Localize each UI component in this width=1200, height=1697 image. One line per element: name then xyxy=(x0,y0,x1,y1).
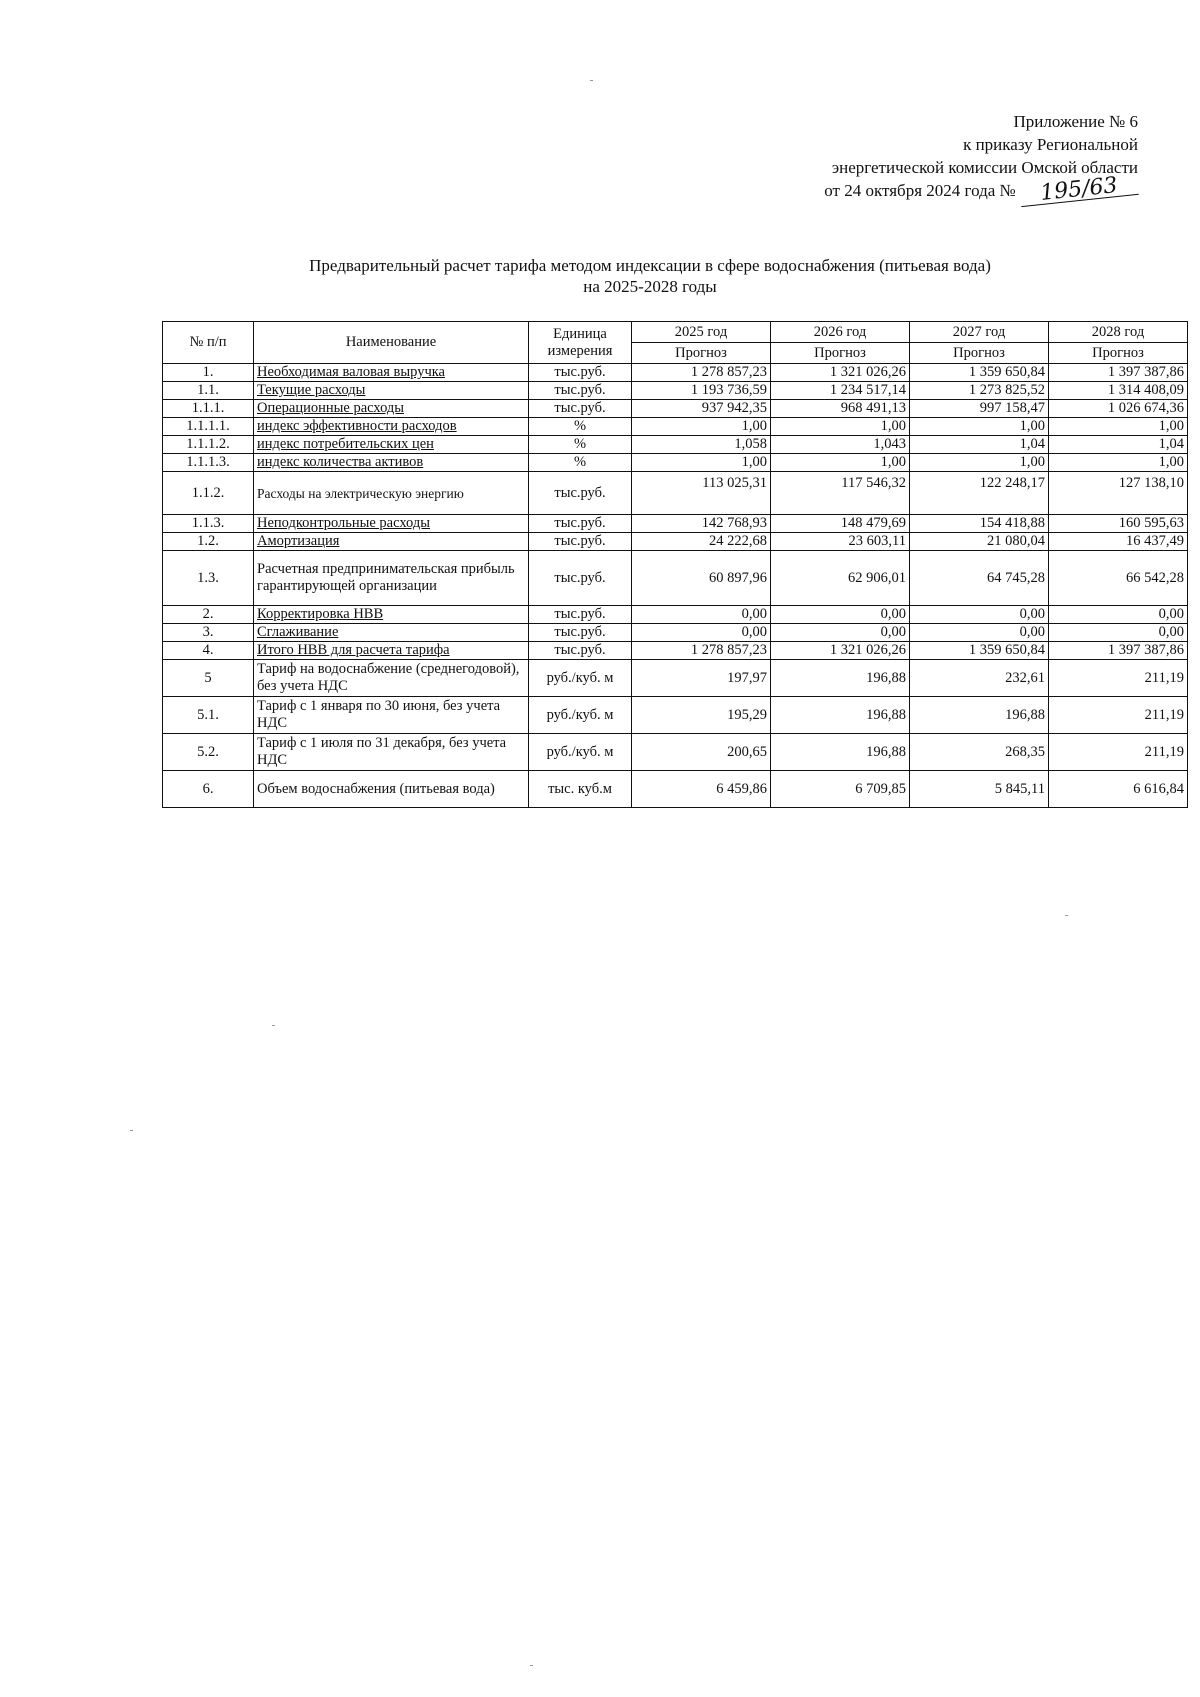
table-row xyxy=(163,382,1188,400)
row-num: 1.1.3. xyxy=(163,515,254,533)
row-name: Операционные расходы xyxy=(254,400,529,418)
value-2025: 6 459,86 xyxy=(632,771,771,808)
order-date: от 24 октября 2024 года № xyxy=(824,181,1016,200)
value-2028: 0,00 xyxy=(1049,624,1188,642)
value-2027: 1,00 xyxy=(910,454,1049,472)
row-name: Необходимая валовая выручка xyxy=(254,364,529,382)
table-row xyxy=(163,660,1188,697)
value-2027: 232,61 xyxy=(910,660,1049,697)
value-2025: 1 278 857,23 xyxy=(632,642,771,660)
row-unit: руб./куб. м xyxy=(529,660,632,697)
scan-speck xyxy=(530,1665,533,1666)
order-date-line xyxy=(718,173,1138,206)
document-header xyxy=(718,110,1138,206)
value-2028: 211,19 xyxy=(1049,697,1188,734)
row-name: Тариф с 1 июля по 31 декабря, без учета НДС xyxy=(254,734,529,771)
row-name: Неподконтрольные расходы xyxy=(254,515,529,533)
value-2025: 113 025,31 xyxy=(632,472,771,515)
header-forecast-2027: Прогноз xyxy=(910,343,1049,364)
row-unit: тыс.руб. xyxy=(529,533,632,551)
row-name: Расчетная предпринимательская прибыль гарантирующей организации xyxy=(254,551,529,606)
row-name: Сглаживание xyxy=(254,624,529,642)
value-2027: 997 158,47 xyxy=(910,400,1049,418)
header-year-2026: 2026 год xyxy=(771,322,910,343)
row-num: 1.1.2. xyxy=(163,472,254,515)
row-unit: % xyxy=(529,454,632,472)
row-unit: тыс.руб. xyxy=(529,515,632,533)
value-2028: 1 314 408,09 xyxy=(1049,382,1188,400)
value-2026: 117 546,32 xyxy=(771,472,910,515)
header-forecast-2026: Прогноз xyxy=(771,343,910,364)
header-year-2027: 2027 год xyxy=(910,322,1049,343)
value-2025: 24 222,68 xyxy=(632,533,771,551)
table-row xyxy=(163,515,1188,533)
row-num: 1. xyxy=(163,364,254,382)
table-row xyxy=(163,436,1188,454)
value-2028: 1 397 387,86 xyxy=(1049,364,1188,382)
value-2027: 196,88 xyxy=(910,697,1049,734)
value-2027: 1,00 xyxy=(910,418,1049,436)
row-unit: тыс.руб. xyxy=(529,400,632,418)
row-num: 4. xyxy=(163,642,254,660)
value-2026: 1 321 026,26 xyxy=(771,642,910,660)
value-2027: 1 273 825,52 xyxy=(910,382,1049,400)
table-row xyxy=(163,533,1188,551)
row-num: 1.1.1.3. xyxy=(163,454,254,472)
document-title xyxy=(150,255,1150,297)
handwritten-order-number: 195/63 xyxy=(1019,174,1139,207)
row-num: 1.3. xyxy=(163,551,254,606)
value-2028: 1,00 xyxy=(1049,454,1188,472)
row-unit: тыс.руб. xyxy=(529,382,632,400)
row-num: 1.1.1.1. xyxy=(163,418,254,436)
value-2028: 16 437,49 xyxy=(1049,533,1188,551)
value-2028: 1 026 674,36 xyxy=(1049,400,1188,418)
value-2026: 148 479,69 xyxy=(771,515,910,533)
row-unit: % xyxy=(529,436,632,454)
header-year-2028: 2028 год xyxy=(1049,322,1188,343)
value-2025: 60 897,96 xyxy=(632,551,771,606)
row-unit: тыс.руб. xyxy=(529,472,632,515)
value-2026: 0,00 xyxy=(771,606,910,624)
value-2026: 1,043 xyxy=(771,436,910,454)
row-unit: руб./куб. м xyxy=(529,734,632,771)
value-2027: 1,04 xyxy=(910,436,1049,454)
row-unit: тыс.руб. xyxy=(529,642,632,660)
table-row xyxy=(163,400,1188,418)
value-2028: 66 542,28 xyxy=(1049,551,1188,606)
row-name: Тариф с 1 января по 30 июня, без учета НДС xyxy=(254,697,529,734)
table-row xyxy=(163,364,1188,382)
value-2028: 160 595,63 xyxy=(1049,515,1188,533)
order-reference: к приказу Региональной xyxy=(963,135,1138,154)
value-2025: 1 278 857,23 xyxy=(632,364,771,382)
row-name: индекс количества активов xyxy=(254,454,529,472)
value-2026: 968 491,13 xyxy=(771,400,910,418)
value-2025: 1,00 xyxy=(632,454,771,472)
value-2026: 6 709,85 xyxy=(771,771,910,808)
value-2025: 0,00 xyxy=(632,606,771,624)
row-name: Корректировка НВВ xyxy=(254,606,529,624)
value-2026: 0,00 xyxy=(771,624,910,642)
value-2027: 21 080,04 xyxy=(910,533,1049,551)
row-name: индекс потребительских цен xyxy=(254,436,529,454)
row-unit: % xyxy=(529,418,632,436)
row-unit: тыс.руб. xyxy=(529,551,632,606)
table-row xyxy=(163,642,1188,660)
table-row xyxy=(163,606,1188,624)
header-unit: Единица измерения xyxy=(529,322,632,364)
row-num: 6. xyxy=(163,771,254,808)
value-2026: 23 603,11 xyxy=(771,533,910,551)
row-unit: тыс.руб. xyxy=(529,606,632,624)
row-name: Текущие расходы xyxy=(254,382,529,400)
row-num: 5 xyxy=(163,660,254,697)
table-row xyxy=(163,624,1188,642)
row-num: 1.1.1.2. xyxy=(163,436,254,454)
value-2025: 197,97 xyxy=(632,660,771,697)
row-name: Амортизация xyxy=(254,533,529,551)
value-2025: 1 193 736,59 xyxy=(632,382,771,400)
table-row xyxy=(163,454,1188,472)
scan-speck xyxy=(272,1025,275,1026)
table-row xyxy=(163,472,1188,515)
value-2026: 196,88 xyxy=(771,734,910,771)
row-num: 2. xyxy=(163,606,254,624)
row-unit: тыс. куб.м xyxy=(529,771,632,808)
value-2025: 1,058 xyxy=(632,436,771,454)
value-2025: 0,00 xyxy=(632,624,771,642)
value-2026: 62 906,01 xyxy=(771,551,910,606)
scan-speck xyxy=(590,80,593,81)
value-2027: 1 359 650,84 xyxy=(910,364,1049,382)
value-2025: 142 768,93 xyxy=(632,515,771,533)
table-row xyxy=(163,551,1188,606)
value-2026: 1 234 517,14 xyxy=(771,382,910,400)
scan-speck xyxy=(1065,915,1068,916)
scan-speck xyxy=(130,1130,133,1131)
value-2026: 1 321 026,26 xyxy=(771,364,910,382)
row-num: 1.2. xyxy=(163,533,254,551)
value-2026: 1,00 xyxy=(771,418,910,436)
commission-name: энергетической комиссии Омской области xyxy=(831,158,1138,177)
value-2025: 195,29 xyxy=(632,697,771,734)
row-num: 1.1.1. xyxy=(163,400,254,418)
value-2027: 64 745,28 xyxy=(910,551,1049,606)
header-forecast-2025: Прогноз xyxy=(632,343,771,364)
value-2027: 122 248,17 xyxy=(910,472,1049,515)
value-2028: 211,19 xyxy=(1049,660,1188,697)
value-2027: 0,00 xyxy=(910,624,1049,642)
value-2028: 211,19 xyxy=(1049,734,1188,771)
value-2026: 196,88 xyxy=(771,660,910,697)
row-unit: руб./куб. м xyxy=(529,697,632,734)
row-name: индекс эффективности расходов xyxy=(254,418,529,436)
title-line-1: Предварительный расчет тарифа методом индексации в сфере водоснабжения (питьевая вода) xyxy=(309,256,991,275)
value-2025: 200,65 xyxy=(632,734,771,771)
header-year-2025: 2025 год xyxy=(632,322,771,343)
value-2027: 154 418,88 xyxy=(910,515,1049,533)
value-2028: 1 397 387,86 xyxy=(1049,642,1188,660)
value-2025: 1,00 xyxy=(632,418,771,436)
header-num: № п/п xyxy=(163,322,254,364)
table-row xyxy=(163,418,1188,436)
header-forecast-2028: Прогноз xyxy=(1049,343,1188,364)
appendix-label: Приложение № 6 xyxy=(1013,112,1138,131)
row-name: Объем водоснабжения (питьевая вода) xyxy=(254,771,529,808)
row-name: Итого НВВ для расчета тарифа xyxy=(254,642,529,660)
value-2026: 1,00 xyxy=(771,454,910,472)
row-num: 5.2. xyxy=(163,734,254,771)
row-num: 3. xyxy=(163,624,254,642)
value-2027: 1 359 650,84 xyxy=(910,642,1049,660)
row-name: Тариф на водоснабжение (среднегодовой), без учета НДС xyxy=(254,660,529,697)
table-row xyxy=(163,697,1188,734)
row-num: 5.1. xyxy=(163,697,254,734)
value-2027: 5 845,11 xyxy=(910,771,1049,808)
value-2028: 6 616,84 xyxy=(1049,771,1188,808)
row-num: 1.1. xyxy=(163,382,254,400)
row-unit: тыс.руб. xyxy=(529,364,632,382)
value-2028: 0,00 xyxy=(1049,606,1188,624)
value-2025: 937 942,35 xyxy=(632,400,771,418)
value-2026: 196,88 xyxy=(771,697,910,734)
title-line-2: на 2025-2028 годы xyxy=(583,277,717,296)
row-name: Расходы на электрическую энергию xyxy=(254,472,529,515)
row-unit: тыс.руб. xyxy=(529,624,632,642)
value-2028: 1,00 xyxy=(1049,418,1188,436)
table-row xyxy=(163,771,1188,808)
value-2027: 268,35 xyxy=(910,734,1049,771)
table-row xyxy=(163,734,1188,771)
value-2028: 1,04 xyxy=(1049,436,1188,454)
header-name: Наименование xyxy=(254,322,529,364)
value-2028: 127 138,10 xyxy=(1049,472,1188,515)
value-2027: 0,00 xyxy=(910,606,1049,624)
tariff-calculation-table xyxy=(162,321,1188,808)
